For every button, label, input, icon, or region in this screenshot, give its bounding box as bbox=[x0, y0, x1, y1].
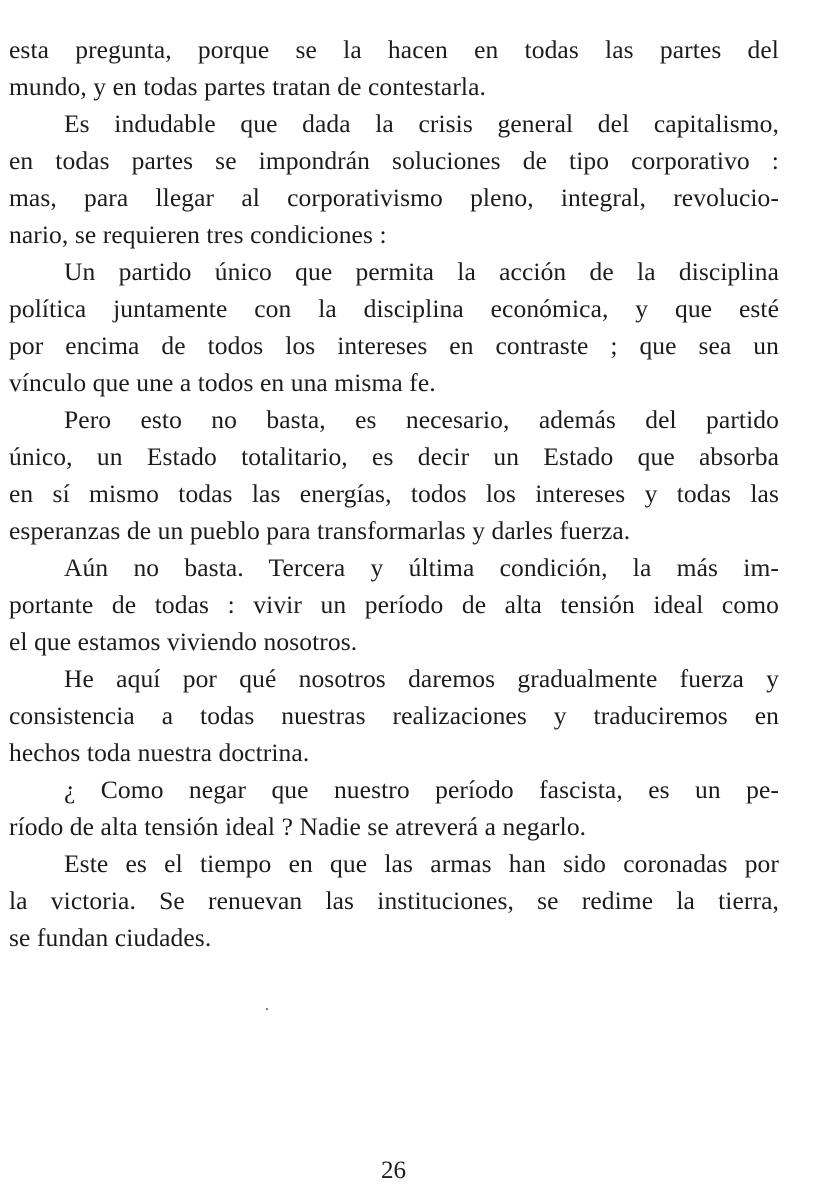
text-line: esta pregunta, porque se la hacen en todas las partes del bbox=[9, 35, 779, 64]
text-line: nario, se requieren tres condiciones : bbox=[9, 220, 387, 249]
text-line: único, un Estado totalitario, es decir un Estado que absorba bbox=[9, 442, 779, 471]
text-line: Pero esto no basta, es necesario, además del partido bbox=[64, 405, 779, 434]
text-line: vínculo que une a todos en una misma fe. bbox=[9, 368, 436, 397]
body-text bbox=[9, 31, 779, 956]
text-line: la victoria. Se renuevan las instituciones, se redime la tierra, bbox=[9, 886, 779, 915]
text-line: en sí mismo todas las energías, todos los intereses y todas las bbox=[9, 479, 779, 508]
text-line: hechos toda nuestra doctrina. bbox=[9, 738, 310, 767]
text-line: ríodo de alta tensión ideal ? Nadie se atreverá a negarlo. bbox=[9, 812, 587, 841]
text-line: en todas partes se impondrán soluciones de tipo corporativo : bbox=[9, 146, 779, 175]
text-line: He aquí por qué nosotros daremos gradualmente fuerza y bbox=[64, 664, 779, 693]
text-line: se fundan ciudades. bbox=[9, 923, 212, 952]
text-line: portante de todas : vivir un período de alta tensión ideal como bbox=[9, 590, 779, 619]
page-number: 26 bbox=[381, 1157, 406, 1184]
text-line: Este es el tiempo en que las armas han sido coronadas por bbox=[64, 849, 779, 878]
ink-speck bbox=[266, 1008, 268, 1010]
text-line: política juntamente con la disciplina económica, y que esté bbox=[9, 294, 779, 323]
text-line: Es indudable que dada la crisis general del capitalismo, bbox=[64, 109, 779, 138]
text-line: mas, para llegar al corporativismo pleno, integral, revolucio- bbox=[9, 183, 779, 212]
text-line: por encima de todos los intereses en contraste ; que sea un bbox=[9, 331, 779, 360]
text-line: el que estamos viviendo nosotros. bbox=[9, 627, 358, 656]
text-line: esperanzas de un pueblo para transformarlas y darles fuerza. bbox=[9, 516, 631, 545]
text-line: Un partido único que permita la acción de la disciplina bbox=[64, 257, 779, 286]
text-line: ¿ Como negar que nuestro período fascista, es un pe- bbox=[64, 775, 779, 804]
text-line: mundo, y en todas partes tratan de contestarla. bbox=[9, 72, 486, 101]
text-line: Aún no basta. Tercera y última condición, la más im- bbox=[64, 553, 779, 582]
text-line: consistencia a todas nuestras realizaciones y traduciremos en bbox=[9, 701, 779, 730]
